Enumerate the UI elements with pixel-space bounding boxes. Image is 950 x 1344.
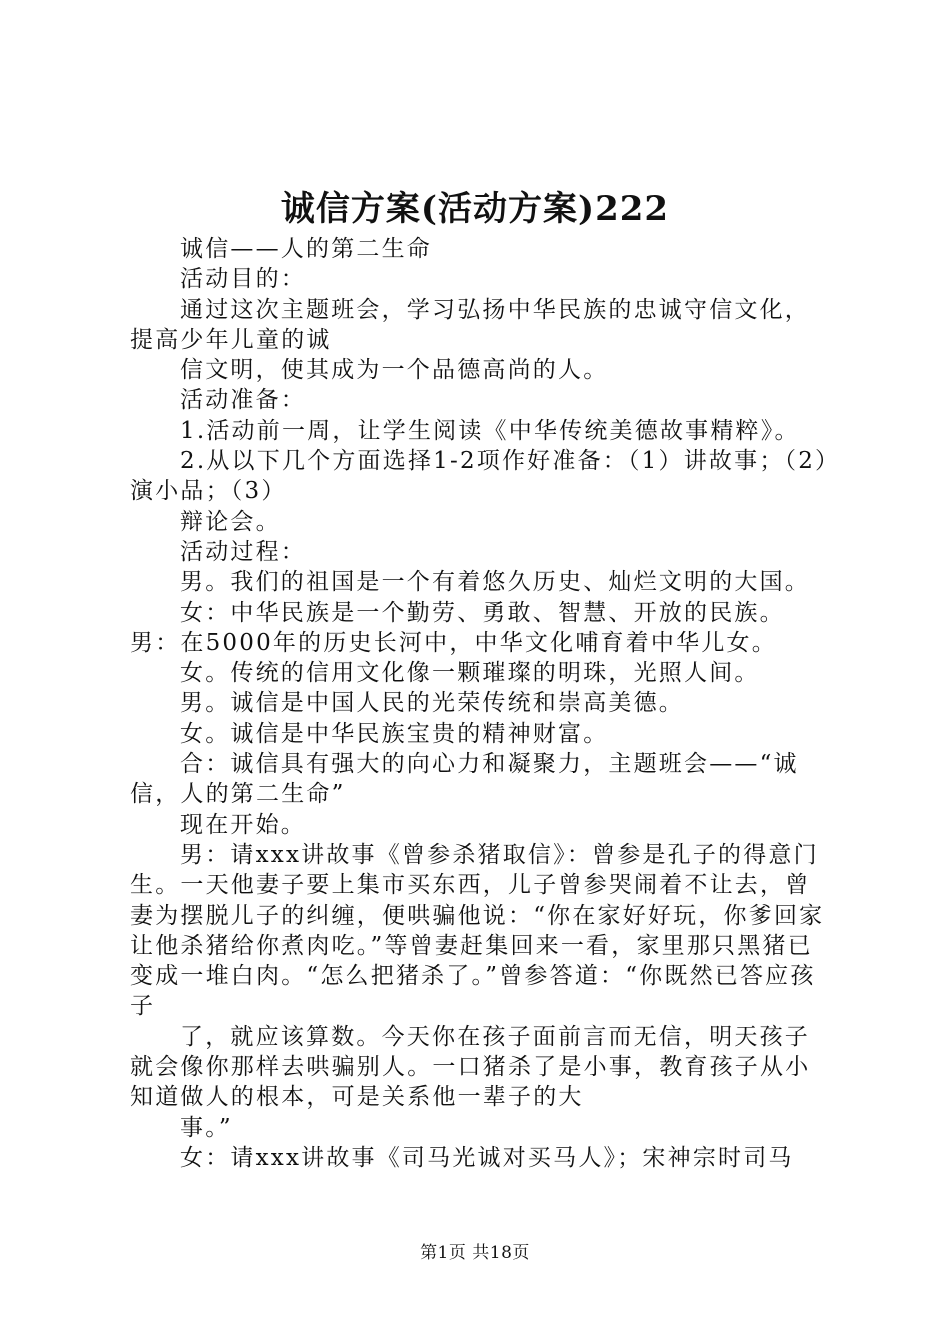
paragraph: 诚信——人的第二生命 [180, 236, 432, 262]
paragraph: 男。我们的祖国是一个有着悠久历史、灿烂文明的大国。 [180, 569, 810, 596]
paragraph: 女。诚信是中华民族宝贵的精神财富。 [180, 720, 609, 747]
paragraph: 男：请xxx讲故事《曾参杀猪取信》：曾参是孔子的得意门生。一天他妻子要上集市买东西，儿子曾参哭闹着不让去，曾妻为摆脱儿子的纠缠，便哄骗他说：“你在家好好玩，你爹回家让他杀猪给你煮肉吃。”等曾妻赶集回来一看，家里那只黑猪已变成一堆白肉。“怎么把猪杀了。”曾参答道：“你既然已答应孩子 [130, 841, 825, 1020]
document-title: 诚信方案(活动方案)222 [280, 189, 670, 229]
page-footer: 第1页 共18页 [420, 1243, 530, 1263]
paragraph: 2.从以下几个方面选择1-2项作好准备：（1）讲故事；（2）演小品；（3） [130, 448, 829, 505]
paragraph: 女：中华民族是一个勤劳、勇敢、智慧、开放的民族。男：在5000年的历史长河中，中华文化哺育着中华儿女。 [130, 599, 785, 656]
paragraph: 活动过程： [180, 538, 306, 565]
paragraph: 合：诚信具有强大的向心力和凝聚力，主题班会——“诚信，人的第二生命” [130, 751, 799, 808]
paragraph: 辩论会。 [180, 508, 281, 535]
paragraph: 女。传统的信用文化像一颗璀璨的明珠，光照人间。 [180, 660, 760, 687]
paragraph: 活动目的： [180, 266, 306, 293]
paragraph: 1.活动前一周，让学生阅读《中华传统美德故事精粹》。 [180, 417, 800, 444]
paragraph: 通过这次主题班会，学习弘扬中华民族的忠诚守信文化，提高少年儿童的诚 [130, 296, 810, 353]
paragraph: 女：请xxx讲故事《司马光诚对买马人》；宋神宗时司马 [180, 1144, 794, 1171]
document-body [130, 234, 835, 1173]
paragraph: 了，就应该算数。今天你在孩子面前言而无信，明天孩子就会像你那样去哄骗别人。一口猪杀了是小事，教育孩子从小知道做人的根本，可是关系他一辈子的大 [130, 1023, 811, 1111]
paragraph: 男。诚信是中国人民的光荣传统和崇高美德。 [180, 690, 684, 717]
paragraph: 活动准备： [180, 387, 306, 414]
paragraph: 信文明，使其成为一个品德高尚的人。 [180, 357, 609, 384]
paragraph: 现在开始。 [180, 811, 306, 838]
paragraph: 事。” [180, 1114, 233, 1141]
